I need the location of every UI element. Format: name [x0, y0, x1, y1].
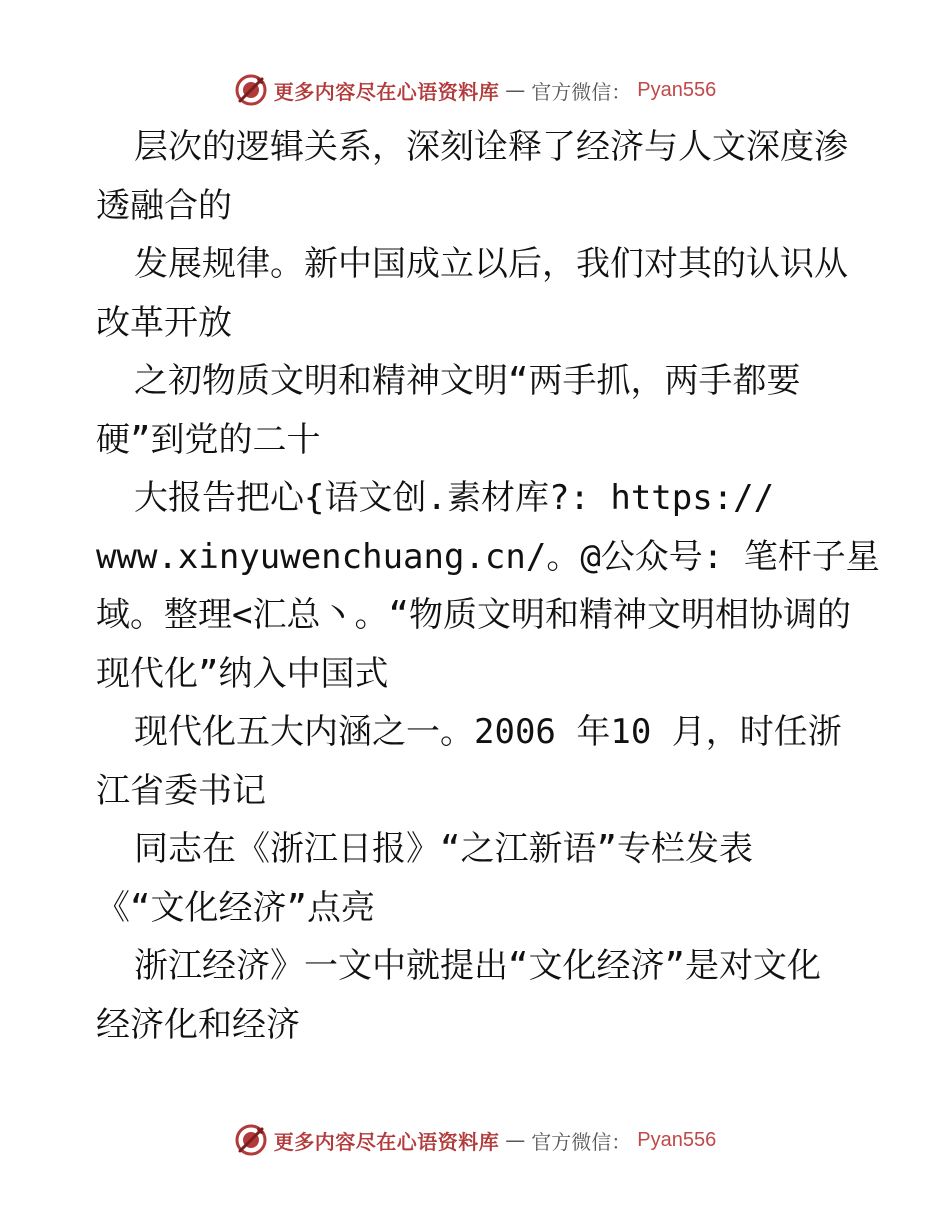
text-line: 大报告把心{语文创.素材库?: https://: [134, 478, 775, 518]
header-banner-content: [234, 73, 716, 107]
footer-brand-text: 更多内容尽在心语资料库: [273, 1129, 500, 1154]
text-line: 经济化和经济: [96, 1004, 300, 1045]
text-line: 《“文化经济”点亮: [96, 887, 375, 928]
brand-logo-icon: [234, 73, 268, 107]
footer-separator: —: [505, 1128, 526, 1152]
header-wechat-label: 官方微信：: [531, 79, 632, 104]
text-line: 发展规律。新中国成立以后，我们对其的认识从: [134, 244, 848, 284]
text-line: 同志在《浙江日报》“之江新语”专栏发表: [134, 829, 753, 869]
header-banner: [0, 72, 950, 108]
text-line: 硬”到党的二十: [96, 419, 321, 460]
header-separator: —: [505, 78, 526, 102]
text-line: 之初物质文明和精神文明“两手抓，两手都要: [134, 361, 801, 401]
footer-banner: [0, 1122, 950, 1158]
text-line: 现代化五大内涵之一。2006 年10 月，时任浙: [134, 712, 842, 752]
text-line-url[interactable]: www.xinyuwenchuang.cn/。@公众号: 笔杆子星: [96, 536, 880, 577]
header-wechat-id: Pyan556: [637, 78, 717, 101]
footer-wechat-label: 官方微信：: [531, 1129, 632, 1154]
text-line: 浙江经济》一文中就提出“文化经济”是对文化: [134, 946, 821, 986]
text-line: 层次的逻辑关系，深刻诠释了经济与人文深度渗: [134, 127, 848, 167]
text-line: 江省委书记: [96, 770, 266, 811]
body-text: [96, 118, 880, 1054]
header-brand-text: 更多内容尽在心语资料库: [273, 79, 500, 104]
footer-banner-content: [234, 1123, 716, 1157]
text-line: 域。整理<汇总丶。“物质文明和精神文明相协调的: [96, 595, 851, 635]
brand-logo-icon: [234, 1123, 268, 1157]
text-line: 透融合的: [96, 185, 232, 226]
text-line: 改革开放: [96, 302, 232, 343]
text-line: 现代化”纳入中国式: [96, 653, 389, 694]
footer-wechat-id: Pyan556: [637, 1128, 717, 1151]
